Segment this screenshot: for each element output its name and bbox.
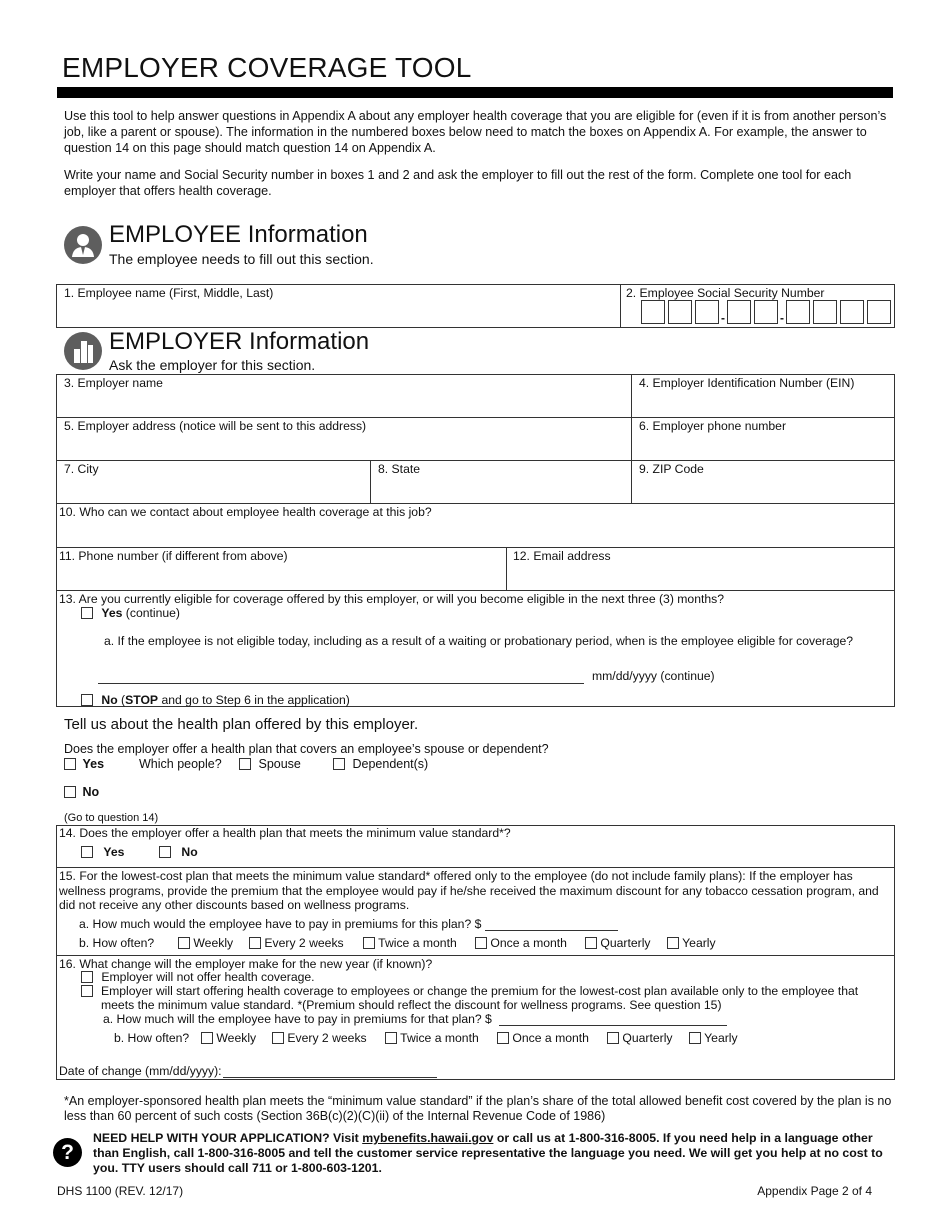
ssn-digit-box[interactable]: [641, 300, 665, 324]
q15a-text: a. How much would the employee have to pay in premiums for this plan? $: [79, 917, 482, 931]
q16b-text: b. How often?: [114, 1031, 190, 1045]
employee-info-box: [56, 284, 895, 328]
ein-field[interactable]: [631, 375, 895, 418]
email-field[interactable]: [506, 548, 895, 591]
q13-no-pre: (: [117, 693, 126, 707]
q16-no-coverage-checkbox[interactable]: [81, 971, 93, 983]
q16a-text: a. How much will the employee have to pay in premiums for that plan? $: [103, 1012, 492, 1026]
ssn-digit-box[interactable]: [668, 300, 692, 324]
divider: [57, 867, 895, 868]
divider: [57, 955, 895, 956]
q16a-amount-line[interactable]: [499, 1025, 727, 1026]
health-plan-heading: Tell us about the health plan offered by this employer.: [64, 716, 419, 733]
plan-no-checkbox[interactable]: [64, 786, 76, 798]
q14-no-label: No: [181, 845, 198, 859]
ssn-digit-box[interactable]: [695, 300, 719, 324]
plan-yes-checkbox[interactable]: [64, 758, 76, 770]
q16-opt1-label: Employer will not offer health coverage.: [101, 970, 315, 984]
page-number: Appendix Page 2 of 4: [757, 1184, 872, 1198]
q16-option-label: Twice a month: [400, 1031, 479, 1045]
q16-date-label: Date of change (mm/dd/yyyy):: [59, 1064, 222, 1078]
q15-twicemonth-checkbox[interactable]: [363, 937, 375, 949]
q16-option-label: Weekly: [216, 1031, 257, 1045]
q13-no-label: No: [101, 693, 118, 707]
dependent-checkbox[interactable]: [333, 758, 345, 770]
ssn-digit-box[interactable]: [727, 300, 751, 324]
q14-yes-checkbox[interactable]: [81, 846, 93, 858]
q16-option-label: Every 2 weeks: [287, 1031, 367, 1045]
q16-every2weeks-checkbox[interactable]: [272, 1032, 284, 1044]
employer-section-subtitle: Ask the employer for this section.: [109, 357, 316, 373]
q13a-suffix: mm/dd/yyyy (continue): [592, 669, 715, 683]
coverage-questions-box: [56, 825, 895, 1080]
health-plan-question: Does the employer offer a health plan that covers an employee’s spouse or dependent?: [64, 742, 549, 756]
employer-name-field[interactable]: [57, 375, 631, 418]
q15-quarterly-checkbox[interactable]: [585, 937, 597, 949]
minimum-value-footnote: *An employer-sponsored health plan meets the “minimum value standard” if the plan’s share of the total allowed benefit cost covered by the plan is no less than 60 percent of such costs (Section 36B(c)(2)(C)(ii) of the Internal Revenue Code of 1986): [64, 1094, 892, 1123]
employee-section-subtitle: The employee needs to fill out this section.: [109, 251, 374, 267]
q15-option-label: Twice a month: [378, 936, 457, 950]
ssn-label: 2. Employee Social Security Number: [626, 286, 825, 300]
q15-option-label: Yearly: [682, 936, 716, 950]
q16-oncemonth-checkbox[interactable]: [497, 1032, 509, 1044]
employer-name-label: 3. Employer name: [64, 376, 163, 390]
q15-option-label: Once a month: [490, 936, 567, 950]
q16-twicemonth-checkbox[interactable]: [385, 1032, 397, 1044]
which-people-label: Which people?: [139, 757, 222, 771]
ssn-digit-box[interactable]: [786, 300, 810, 324]
employer-section-title: EMPLOYER Information: [109, 328, 370, 355]
q16-yearly-checkbox[interactable]: [689, 1032, 701, 1044]
q15-option-label: Every 2 weeks: [264, 936, 344, 950]
alt-phone-field[interactable]: [57, 548, 506, 591]
q13-text: 13. Are you currently eligible for coverage offered by this employer, or will you become eligible in the next three (3) months?: [59, 592, 725, 606]
q16-option-label: Quarterly: [622, 1031, 673, 1045]
q15b-text: b. How often?: [79, 936, 155, 950]
spouse-checkbox[interactable]: [239, 758, 251, 770]
dependent-label: Dependent(s): [352, 757, 429, 771]
ssn-digit-box[interactable]: [867, 300, 891, 324]
help-text-pre: NEED HELP WITH YOUR APPLICATION? Visit: [93, 1131, 363, 1145]
q13-yes-label: Yes: [101, 606, 123, 620]
plan-yes-label: Yes: [82, 757, 105, 771]
zip-field[interactable]: [631, 461, 895, 504]
q16-date-line[interactable]: [223, 1077, 437, 1078]
employer-info-box: [56, 374, 895, 707]
help-text: [93, 1131, 893, 1176]
employer-phone-field[interactable]: [631, 418, 895, 461]
intro-paragraph-2: Write your name and Social Security number in boxes 1 and 2 and ask the employer to fill out the rest of the form. Complete one tool for each employer that offers health coverage.: [64, 168, 852, 198]
q13a-date-line[interactable]: [98, 683, 584, 684]
title-divider: [57, 87, 893, 98]
q16-option-label: Yearly: [704, 1031, 738, 1045]
page-title: EMPLOYER COVERAGE TOOL: [62, 52, 472, 83]
q15-yearly-checkbox[interactable]: [667, 937, 679, 949]
q14-no-checkbox[interactable]: [159, 846, 171, 858]
q15a-amount-line[interactable]: [485, 930, 618, 931]
q14-yes-label: Yes: [103, 845, 125, 859]
employer-address-field[interactable]: [57, 418, 631, 461]
contact-field[interactable]: [57, 504, 895, 547]
ein-label: 4. Employer Identification Number (EIN): [639, 376, 855, 390]
contact-label: 10. Who can we contact about employee health coverage at this job?: [59, 505, 432, 519]
ssn-field[interactable]: [621, 285, 895, 327]
q13-no-stop: STOP: [125, 693, 159, 707]
ssn-dash: -: [780, 311, 784, 325]
intro-paragraph-1: Use this tool to help answer questions in Appendix A about any employer health coverage that you are eligible for (even if it is from another person’s job, like a parent or spouse). The information in the numbered boxes below need to match the boxes on Appendix A. For example, the answer to question 14 on this page should match question 14 on Appendix A.: [64, 109, 887, 155]
q15-every2weeks-checkbox[interactable]: [249, 937, 261, 949]
q15-option-label: Quarterly: [600, 936, 651, 950]
help-link[interactable]: mybenefits.hawaii.gov: [362, 1131, 494, 1145]
question-icon: ?: [53, 1138, 82, 1167]
employer-phone-label: 6. Employer phone number: [639, 419, 787, 433]
ssn-digit-box[interactable]: [840, 300, 864, 324]
go-to-q14-note: (Go to question 14): [64, 812, 159, 824]
form-id: DHS 1100 (REV. 12/17): [57, 1184, 184, 1198]
city-field[interactable]: [57, 461, 370, 504]
q15-option-label: Weekly: [193, 936, 234, 950]
q13a-text: a. If the employee is not eligible today, including as a result of a waiting or probationary period, when is the employee eligible for coverage?: [104, 634, 854, 648]
q15-weekly-checkbox[interactable]: [178, 937, 190, 949]
q13-no-checkbox[interactable]: [81, 694, 93, 706]
employer-address-label: 5. Employer address (notice will be sent to this address): [64, 419, 367, 433]
q13-no-note: and go to Step 6 in the application): [158, 693, 350, 707]
city-label: 7. City: [64, 462, 99, 476]
alt-phone-label: 11. Phone number (if different from above): [59, 549, 288, 563]
building-icon: [64, 332, 102, 370]
email-label: 12. Email address: [513, 549, 611, 563]
help-text-post: or call us at 1-800-316-8005. If you need help in a language other than English, call 1-800-316-8005 and tell the customer service representative the language you need. We will get you help at no cost to you. TTY users should call 711 or 1-800-603-1201.: [93, 1131, 883, 1175]
q14-text: 14. Does the employer offer a health plan that meets the minimum value standard*?: [59, 826, 511, 840]
employee-section-title: EMPLOYEE Information: [109, 221, 368, 248]
q16-text: 16. What change will the employer make for the new year (if known)?: [59, 957, 433, 971]
q16-quarterly-checkbox[interactable]: [607, 1032, 619, 1044]
zip-label: 9. ZIP Code: [639, 462, 704, 476]
q15-text: 15. For the lowest-cost plan that meets the minimum value standard* offered only to the employee (do not include family plans): If the employer has wellness programs, provide the premium that the employee would pay if he/she received the maximum discount for any tobacco cessation program, and did not receive any other discounts based on wellness programs.: [59, 869, 879, 912]
ssn-digit-box[interactable]: [754, 300, 778, 324]
divider: [57, 590, 895, 591]
q16-weekly-checkbox[interactable]: [201, 1032, 213, 1044]
employee-name-label: 1. Employee name (First, Middle, Last): [64, 286, 274, 300]
q16-change-checkbox[interactable]: [81, 985, 93, 997]
plan-no-label: No: [82, 785, 100, 799]
q16-opt2-label: Employer will start offering health coverage to employees or change the premium for the lowest-cost plan available only to the employee that meets the minimum value standard. *(Premium should reflect the discount for wellness programs. See question 15): [101, 984, 859, 1013]
q15-oncemonth-checkbox[interactable]: [475, 937, 487, 949]
state-field[interactable]: [370, 461, 631, 504]
q16-option-label: Once a month: [512, 1031, 589, 1045]
state-label: 8. State: [378, 462, 421, 476]
q13-yes-note: (continue): [122, 606, 180, 620]
ssn-digit-box[interactable]: [813, 300, 837, 324]
spouse-label: Spouse: [258, 757, 301, 771]
ssn-dash: -: [721, 311, 725, 325]
q13-yes-checkbox[interactable]: [81, 607, 93, 619]
person-icon: [64, 226, 102, 264]
